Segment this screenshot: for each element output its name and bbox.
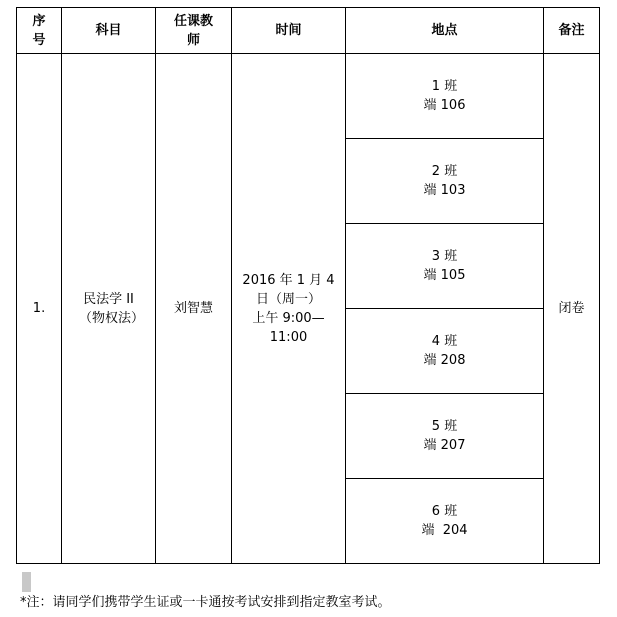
row-index: 1. [17, 54, 62, 564]
time-line2: 日（周一） [255, 291, 321, 307]
room-class-2: 2 班 [431, 164, 458, 179]
room-number-5: 端 207 [423, 438, 466, 453]
table-row [17, 54, 600, 139]
room-number-2: 端 103 [423, 183, 466, 198]
header-teacher-line1: 任课教 [173, 13, 213, 29]
room-number-3: 端 105 [423, 268, 466, 283]
room-class-6: 6 班 [431, 504, 458, 519]
room-class-3: 3 班 [431, 249, 458, 264]
subject-line1: 民法学 II [83, 291, 134, 307]
room-number-4: 端 208 [423, 353, 466, 368]
header-location: 地点 [346, 8, 544, 54]
header-subject: 科目 [62, 8, 156, 54]
time-line4: 11:00 [269, 329, 308, 345]
header-time: 时间 [232, 8, 346, 54]
header-teacher-line2: 师 [186, 32, 200, 48]
room-number-1: 端 106 [423, 98, 466, 113]
time-line1: 2016 年 1 月 4 [242, 272, 335, 288]
room-number-6: 端 204 [421, 523, 468, 538]
row-remark: 闭卷 [544, 54, 600, 564]
room-class-4: 4 班 [431, 334, 458, 349]
room-cell-6 [346, 479, 544, 564]
row-teacher: 刘智慧 [156, 54, 232, 564]
room-class-5: 5 班 [431, 419, 458, 434]
subject-line2: （物权法） [78, 310, 144, 326]
room-cell-4 [346, 309, 544, 394]
header-index [17, 8, 62, 54]
time-line3: 上午 9:00— [252, 310, 325, 326]
room-cell-3 [346, 224, 544, 309]
header-row [17, 8, 600, 54]
room-cell-5 [346, 394, 544, 479]
room-cell-2 [346, 139, 544, 224]
room-class-1: 1 班 [431, 79, 458, 94]
row-subject [62, 54, 156, 564]
paragraph-marker [22, 572, 31, 592]
header-teacher [156, 8, 232, 54]
header-index-line1: 序 [32, 13, 46, 29]
exam-schedule-table [16, 7, 600, 564]
footnote: *注：请同学们携带学生证或一卡通按考试安排到指定教室考试。 [20, 595, 391, 610]
header-remark: 备注 [544, 8, 600, 54]
room-cell-1 [346, 54, 544, 139]
row-time [232, 54, 346, 564]
header-index-line2: 号 [32, 32, 46, 48]
